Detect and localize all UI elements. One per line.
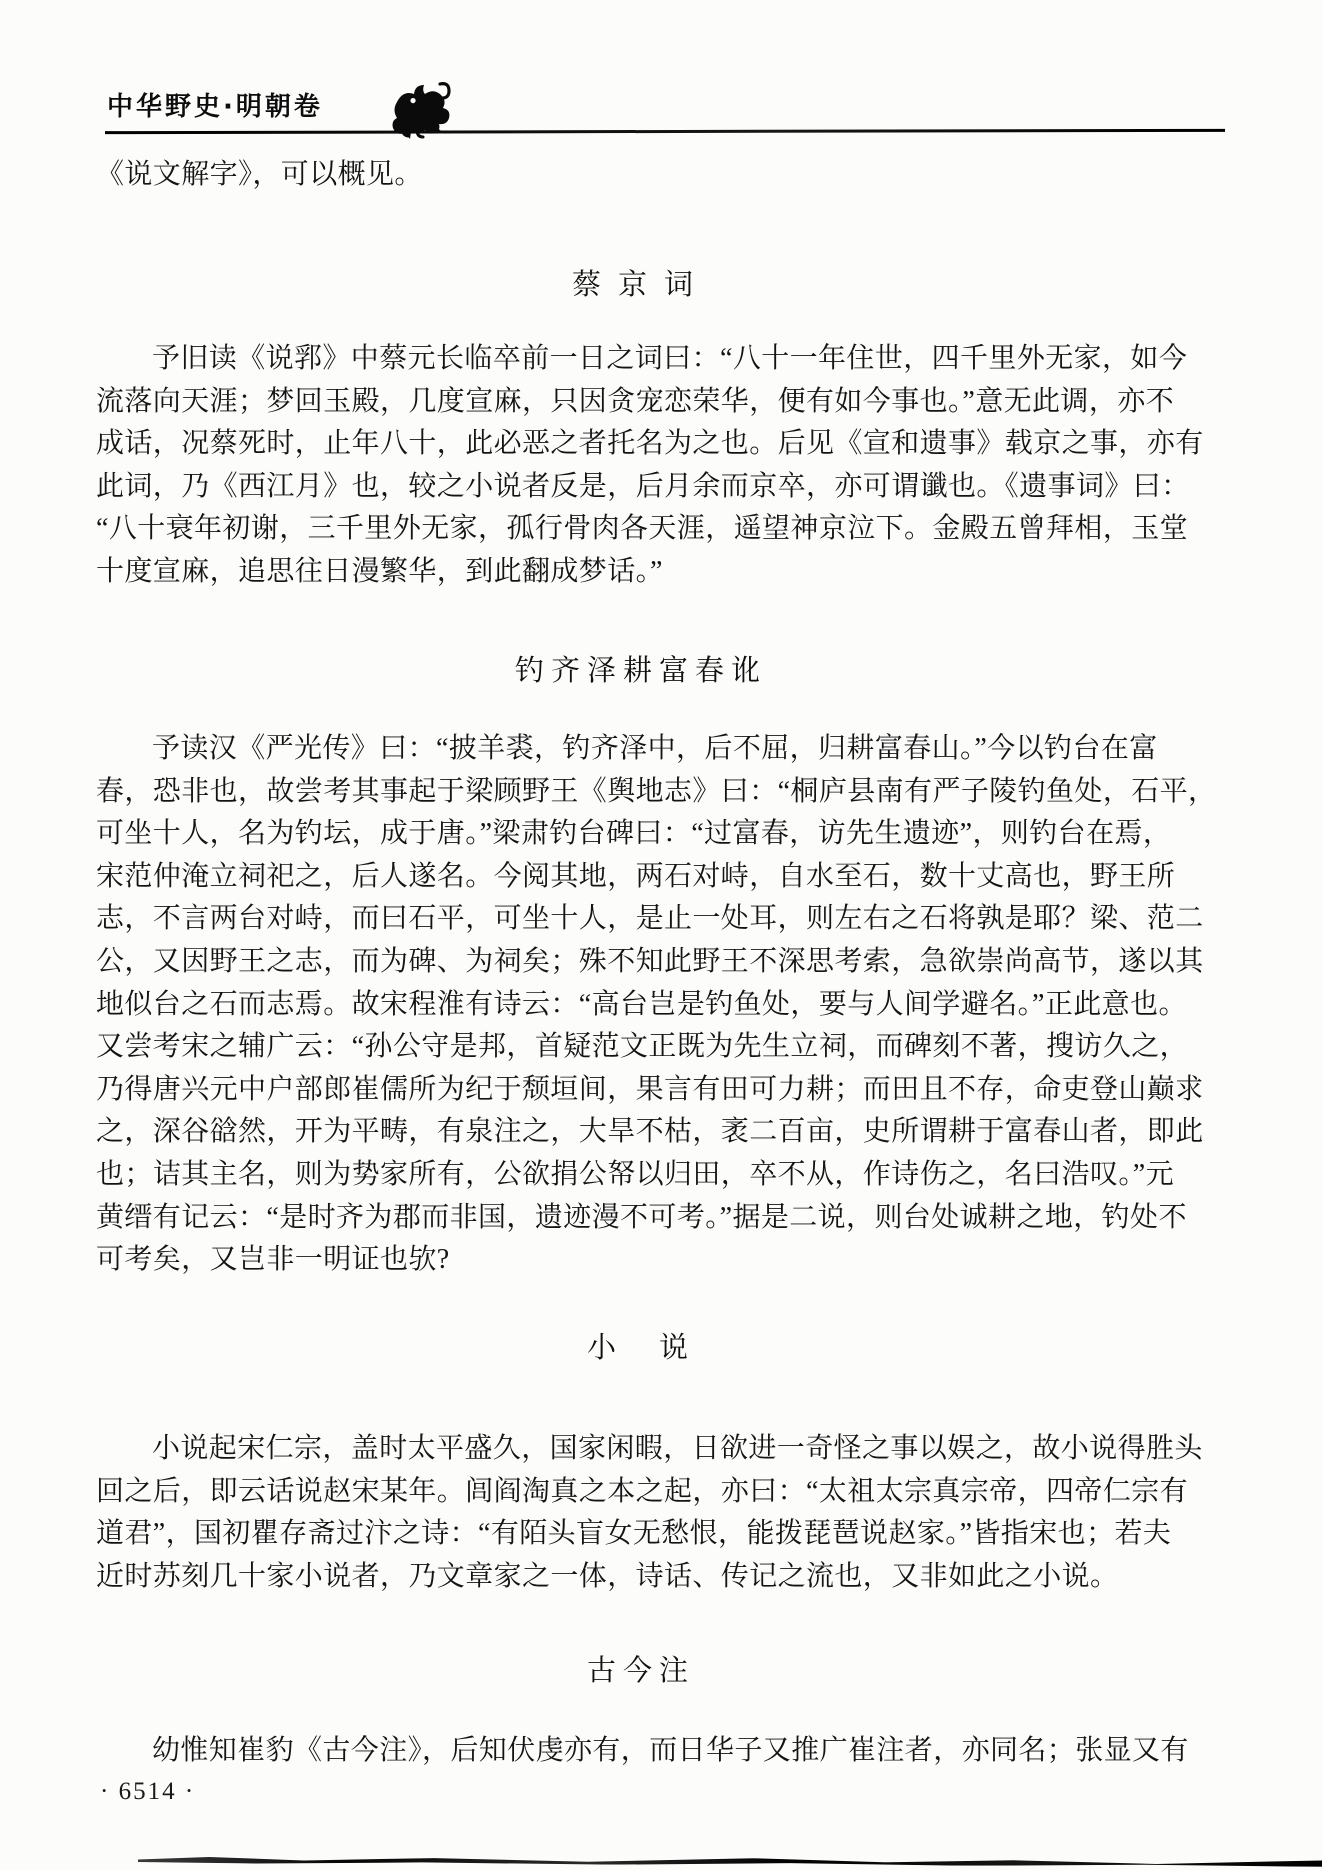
text-line: 幼惟知崔豹《古今注》，后知伏虔亦有，而日华子又推广崔注者，亦同名；张显又有 (152, 1735, 1189, 1766)
section-title-xiaoshuo: 小 说 (586, 1332, 695, 1364)
header-rule (105, 129, 1225, 134)
section-paragraph-diaoqize (96, 728, 1217, 1282)
text-line: 小说起宋仁宗，盖时太平盛久，国家闲暇，日欲进一奇怪之事以娱之，故小说得胜头 (152, 1433, 1203, 1464)
text-line: 道君”，国初瞿存斋过汴之诗：“有陌头盲女无愁恨，能拨琵琶说赵家。”皆指宋也；若夫 (96, 1518, 1172, 1550)
text-line: 地似台之石而志焉。故宋程淮有诗云：“高台岂是钓鱼处，要与人间学避名。”正此意也。 (96, 988, 1187, 1020)
section-paragraph-caijingci (96, 338, 1204, 594)
text-line: 宋范仲淹立祠祀之，后人遂名。今阅其地，两石对峙，自水至石，数十丈高也，野王所 (96, 860, 1176, 892)
text-line: 黄缙有记云：“是时齐为郡而非国，遗迹漫不可考。”据是二说，则台处诚耕之地，钓处不 (96, 1201, 1187, 1233)
text-line: 公，又因野王之志，而为碑、为祠矣；殊不知此野王不深思考索，急欲崇尚高节，遂以其 (96, 945, 1204, 977)
text-line: 乃得唐兴元中户部郎崔儒所为纪于颓垣间，果言有田可力耕；而田且不存，命吏登山巅求 (96, 1073, 1204, 1105)
section-paragraph-xiaoshuo (96, 1428, 1203, 1598)
text-line: 予旧读《说郛》中蔡元长临卒前一日之词曰：“八十一年住世，四千里外无家，如今 (152, 343, 1188, 374)
text-line: 予读汉《严光传》曰：“披羊裘，钓齐泽中，后不屈，归耕富春山。”今以钓台在富 (152, 733, 1158, 764)
section-title-diaoqize: 钓齐泽耕富春讹 (514, 655, 767, 687)
text-line: 流落向天涯；梦回玉殿，几度宣麻，只因贪宠恋荣华，便有如今事也。”意无此调，亦不 (96, 385, 1175, 417)
section-title-gujinzhu: 古今注 (586, 1655, 695, 1687)
text-line: 也；诘其主名，则为势家所有，公欲捐公帑以归田，卒不从，作诗伤之，名曰浩叹。”元 (96, 1158, 1175, 1190)
scan-edge-artifact (138, 1855, 1322, 1867)
text-line: 回之后，即云话说赵宋某年。闾阎淘真之本之起，亦曰：“太祖太宗真宗帝，四帝仁宗有 (96, 1475, 1189, 1507)
text-line: 可坐十人，名为钓坛，成于唐。”梁肃钓台碑曰：“过富春，访先生遗迹”，则钓台在焉， (96, 818, 1172, 850)
page-number: · 6514 · (100, 1778, 196, 1805)
text-line: 成话，况蔡死时，止年八十，此必恶之者托名为之也。后见《宣和遗事》载京之事，亦有 (96, 428, 1204, 460)
section-paragraph-gujinzhu (96, 1730, 1189, 1773)
running-header-book-title: 中华野史·明朝卷 (107, 92, 323, 122)
section-title-caijingci: 蔡京词 (571, 269, 710, 301)
text-line: 可考矣，又岂非一明证也欤? (96, 1244, 450, 1276)
text-line: 又尝考宋之辅广云：“孙公守是邦，首疑范文正既为先生立祠，而碑刻不著，搜访久之， (96, 1031, 1189, 1063)
text-line: 近时苏刻几十家小说者，乃文章家之一体，诗话、传记之流也，又非如此之小说。 (96, 1560, 1119, 1592)
paragraph-continuation-line: 《说文解字》，可以概见。 (96, 159, 423, 190)
text-line: “八十衰年初谢，三千里外无家，孤行骨肉各天涯，遥望神京泣下。金殿五曾拜相，玉堂 (96, 513, 1189, 545)
text-line: 春，恐非也，故尝考其事起于梁顾野王《舆地志》曰：“桐庐县南有严子陵钓鱼处，石平， (96, 775, 1217, 807)
text-line: 此词，乃《西江月》也，较之小说者反是，后月余而京卒，亦可谓谶也。《遗事词》曰： (96, 470, 1190, 502)
text-line: 十度宣麻，追思往日漫繁华，到此翻成梦话。” (96, 555, 663, 587)
text-line: 之，深谷谽然，开为平畴，有泉注之，大旱不枯，袤二百亩，史所谓耕于富春山者，即此 (96, 1116, 1204, 1148)
text-line: 志，不言两台对峙，而曰石平，可坐十人，是止一处耳，则左右之石将孰是耶？梁、范二 (96, 903, 1204, 935)
